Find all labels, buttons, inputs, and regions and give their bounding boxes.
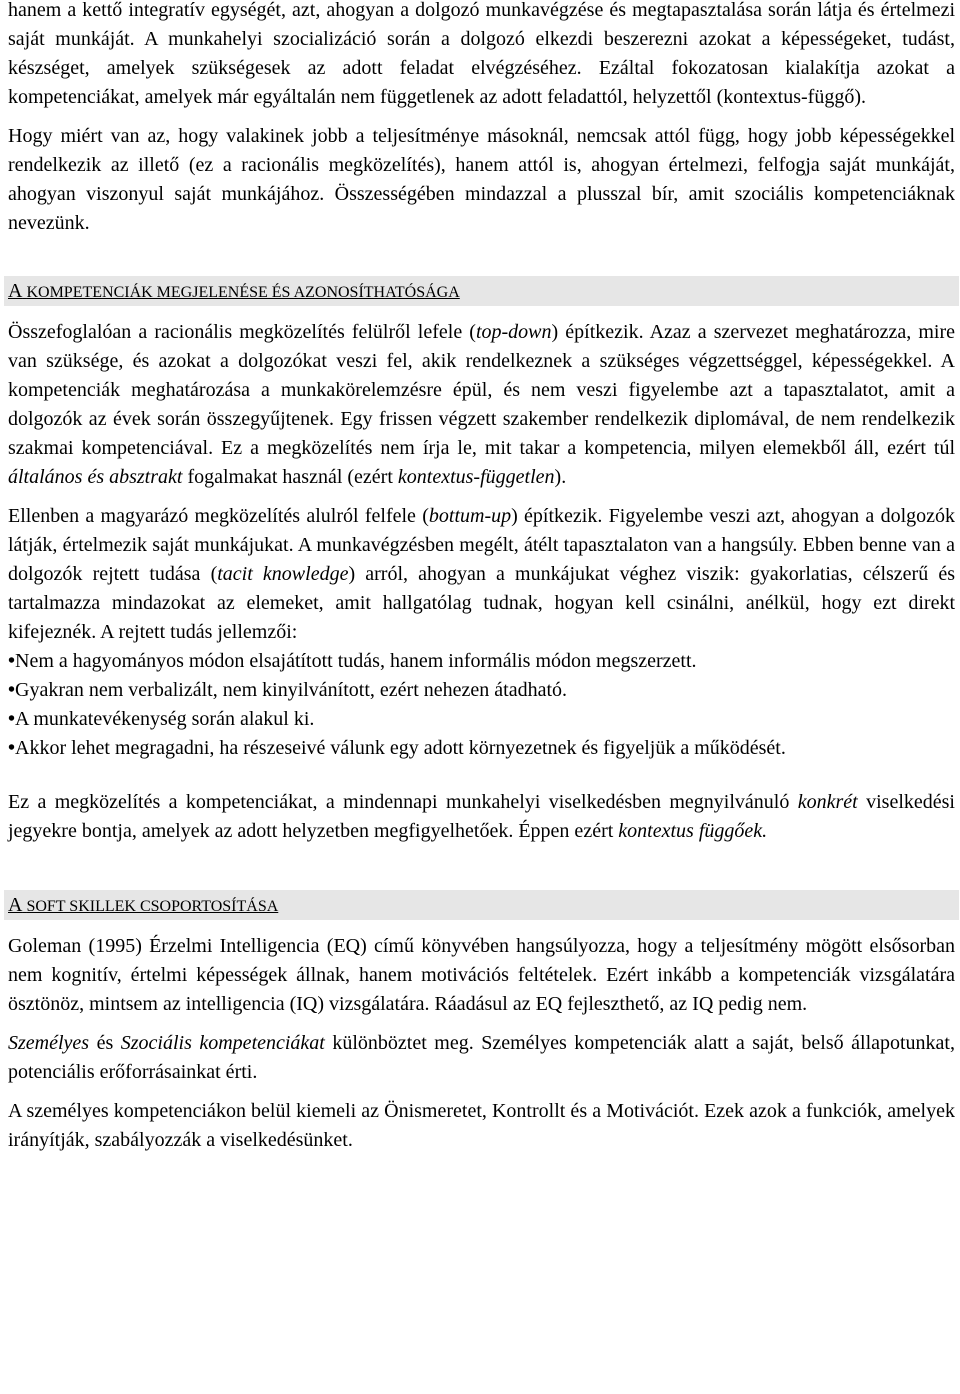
goleman-paragraph: Goleman (1995) Érzelmi Intelligencia (EQ) című könyvében hangsúlyozza, hogy a teljesítmény mögött elsősorban nem kognitív, értelmi képességek állnak, hanem motivációs feltételek. Ezért inkább a kompetenciák vizsgálatára ösztönöz, mintsem az intelligencia (IQ) vizsgálatára. Ráadásul az EQ fejleszthető, az IQ pedig nem. — [8, 935, 955, 1015]
explanatory-approach-paragraph: Ellenben a magyarázó megközelítés alulról felfele (bottum-up) építkezik. Figyelembe veszi azt, ahogyan a dolgozók látják, értelmezik saját munkájukat. A munkavégzésben megélt, átélt tapasztalaton van a hangsúly. Ebben benne van a dolgozók rejtett tudása (tacit knowledge) arról, ahogyan a munkájukat véghez viszik: gyakorlatias, célszerű és tartalmazza mindazokat az elemeket, amit hallgatólag tudnak, hogyan kell csinálni, anélkül, hogy ezt direkt kifejeznék. A rejtett tudás jellemzői: — [8, 505, 956, 643]
bullet-item: •A munkatevékenység során alakul ki. — [8, 708, 315, 730]
heading-capital: A — [8, 894, 23, 916]
intro-paragraph-2: Hogy miért van az, hogy valakinek jobb a teljesítménye másoknál, nemcsak attól függ, hogy jobb képességekkel rendelkezik az illető (ez a racionális megközelítés), hanem attól is, ahogyan értelmezi, felfogja saját munkáját, ahogyan viszonyul saját munkájához. Összességében mindazzal a plusszal bír, amit szociális kompetenciáknak nevezünk. — [8, 125, 955, 234]
context-dependent-paragraph: Ez a megközelítés a kompetenciákat, a mindennapi munkahelyi viselkedésben megnyilvánuló konkrét viselkedési jegyekre bontja, amelyek az adott helyzetben megfigyelhetőek. Éppen ezért kontextus függőek. — [8, 791, 955, 842]
personal-social-paragraph: Személyes és Szociális kompetenciákat különböztet meg. Személyes kompetenciák alatt a saját, belső állapotunkat, potenciális erőforrásainkat érti. — [8, 1032, 955, 1083]
bullet-item: •Gyakran nem verbalizált, nem kinyilvánított, ezért nehezen átadható. — [8, 679, 568, 701]
self-knowledge-paragraph: A személyes kompetenciákon belül kiemeli az Önismeretet, Kontrollt és a Motivációt. Ezek azok a funkciók, amelyek irányítják, szabályozzák a viselkedésünket. — [8, 1100, 955, 1151]
rational-approach-paragraph: Összefoglalóan a racionális megközelítés felülről lefele (top-down) építkezik. Azaz a szervezet meghatározza, mire van szüksége, és azokat a dolgozókat veszi fel, akik rendelkeznek a szükséges végzettséggel, képességekkel. A kompetenciák meghatározása a munkakörelemzésre épül, és nem veszi figyelembe azt a tapasztalatot, amit a dolgozók az évek során összegyűjtenek. Egy frissen végzett szakember rendelkezik diplomával, de nem rendelkezik szakmai kompetenciával. Ez a megközelítés nem írja le, mit takar a kompetencia, milyen elemekből áll, ezért túl általános és absztrakt fogalmakat használ (ezért kontextus-független). — [8, 321, 955, 488]
section-heading-competencies — [4, 276, 959, 306]
section-heading-soft-skills — [4, 890, 959, 920]
heading-text: KOMPETENCIÁK MEGJELENÉSE ÉS AZONOSÍTHATÓSÁGA — [26, 284, 460, 301]
bullet-item: •Nem a hagyományos módon elsajátított tudás, hanem informális módon megszerzett. — [8, 650, 697, 672]
intro-paragraph-1: hanem a kettő integratív egységét, azt, ahogyan a dolgozó munkavégzése és megtapasztalása során látja és értelmezi saját munkáját. A munkahelyi szocializáció során a dolgozó elkezdi beszerezni azokat a képességeket, tudást, készséget, amelyek szükségesek az adott feladat elvégzéséhez. Ezáltal fokozatosan kialakítja azokat a kompetenciákat, amelyek már egyáltalán nem függetlenek az adott feladattól, helyzettől (kontextus-függő). — [8, 0, 955, 108]
bullet-item: •Akkor lehet megragadni, ha részeseivé válunk egy adott környezetnek és figyeljük a működését. — [8, 737, 786, 759]
heading-text: SOFT SKILLEK CSOPORTOSÍTÁSA — [26, 898, 279, 915]
heading-capital: A — [8, 280, 23, 302]
